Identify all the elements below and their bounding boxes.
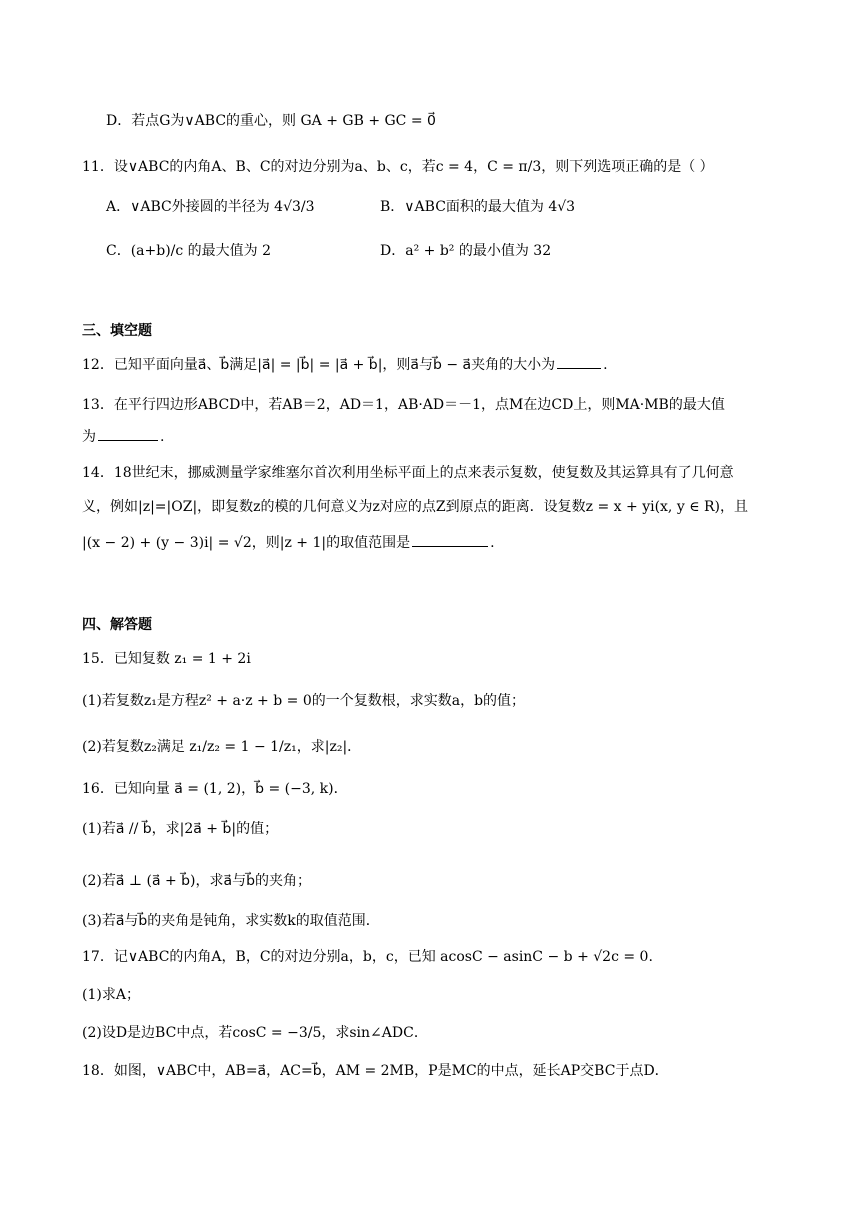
q13-line2-text: 为 [82,429,96,445]
q14-line3 [82,532,495,554]
q16-stem: 16．已知向量 a⃗ = (1, 2)，b⃗ = (−3, k)． [82,781,348,797]
q11-option-d: D．a² + b² 的最小值为 32 [380,243,552,259]
q13-line1: 13．在平行四边形ABCD中，若AB＝2，AD＝1，AB·AD＝－1，点M在边CD上，则MA·MB的最大值 [82,397,725,413]
section-3-title: 三、填空题 [82,323,152,339]
q14-line3-text: |(x − 2) + (y − 3)i| = √2，则|z + 1|的取值范围是 [82,535,411,551]
q15-part2: (2)若复数z₂满足 z₁/z₂ = 1 − 1/z₁，求|z₂|． [82,739,362,755]
section-4-title: 四、解答题 [82,617,152,633]
q13-end: . [160,429,165,445]
q14-line2: 义，例如|z|=|OZ|，即复数z的模的几何意义为z对应的点Z到原点的距离．设复数z = x + yi(x, y ∈ R)，且 [82,499,749,515]
q14-answer-blank[interactable] [412,532,488,547]
q13-line2 [82,426,164,448]
q14-line1: 14．18世纪末，挪威测量学家维塞尔首次利用坐标平面上的点来表示复数，使复数及其运算具有了几何意 [82,465,734,481]
q11-option-a: A．∨ABC外接圆的半径为 4√3/3 [106,199,315,215]
q14-end: . [490,535,495,551]
q11-stem: 11．设∨ABC的内角A、B、C的对边分别为a、b、c，若c = 4，C = π/3，则下列选项正确的是（ ） [82,159,714,175]
q17-stem: 17．记∨ABC的内角A，B，C的对边分别a，b，c，已知 acosC − asinC − b + √2c = 0. [82,949,653,965]
q15-stem: 15．已知复数 z₁ = 1 + 2i [82,651,251,667]
q12-answer-blank[interactable] [557,354,601,369]
q11-option-b: B．∨ABC面积的最大值为 4√3 [380,199,576,215]
q12-text [82,354,608,376]
q10-option-d: D．若点G为∨ABC的重心，则 GA + GB + GC = 0⃗ [106,113,436,129]
q12-end: . [603,357,608,373]
q11-option-c: C．(a+b)/c 的最大值为 2 [106,243,272,259]
q12-stem: 12．已知平面向量a⃗、b⃗满足|a⃗| = |b⃗| = |a⃗ + b⃗|，则a⃗与b⃗ − a⃗夹角的大小为 [82,357,556,373]
q17-part1: (1)求A； [82,987,140,1003]
q13-answer-blank[interactable] [98,426,158,441]
q16-part1: (1)若a⃗ // b⃗，求|2a⃗ + b⃗|的值； [82,821,279,837]
q16-part2: (2)若a⃗ ⊥ (a⃗ + b⃗)，求a⃗与b⃗的夹角； [82,873,311,889]
q18-stem: 18．如图，∨ABC中，AB=a⃗，AC=b⃗，AM = 2MB，P是MC的中点，延长AP交BC于点D． [82,1063,669,1079]
q17-part2: (2)设D是边BC中点，若cosC = −3/5，求sin∠ADC． [82,1025,428,1041]
q16-part3: (3)若a⃗与b⃗的夹角是钝角，求实数k的取值范围． [82,913,380,929]
q15-part1: (1)若复数z₁是方程z² + a·z + b = 0的一个复数根，求实数a，b的值； [82,693,526,709]
